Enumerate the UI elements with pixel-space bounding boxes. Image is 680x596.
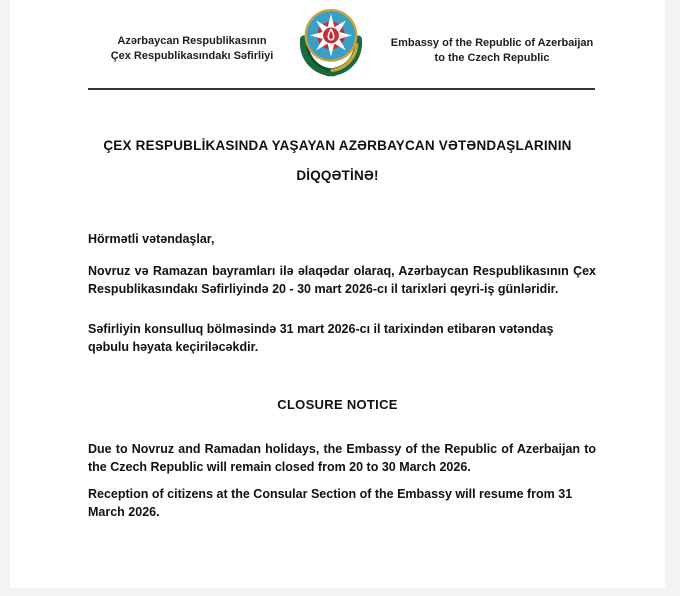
closure-notice-heading: CLOSURE NOTICE xyxy=(277,397,398,412)
embassy-name-az-line2: Çex Respublikasındakı Səfirliyi xyxy=(110,50,274,62)
en-paragraph-resume: Reception of citizens at the Consular Section of the Embassy will resume from 31 March 2026. xyxy=(88,487,573,519)
embassy-name-en-line2: to the Czech Republic xyxy=(434,52,550,64)
en-paragraph-closure: Due to Novruz and Ramadan holidays, the Embassy of the Republic of Azerbaijan to the Czech Republic will remain closed from 20 to 30 March 2026. xyxy=(88,442,596,474)
embassy-name-azerbaijani xyxy=(102,34,282,64)
az-paragraph-holidays: Novruz və Ramazan bayramları ilə əlaqədar olaraq, Azərbaycan Respublikasının Çex Respublikasındakı Səfirliyində 20 - 30 mart 2026-cı il tarixləri qeyri-iş günləridir. xyxy=(88,264,596,296)
document-page xyxy=(10,0,665,588)
embassy-name-az-line1: Azərbaycan Respublikasının xyxy=(117,35,267,47)
notice-title-line1: ÇEX RESPUBLİKASINDA YAŞAYAN AZƏRBAYCAN VƏTƏNDAŞLARININ xyxy=(103,138,572,153)
salutation: Hörmətli vətəndaşlar, xyxy=(88,232,215,246)
notice-title-line2: DİQQƏTİNƏ! xyxy=(296,168,379,183)
embassy-name-en-line1: Embassy of the Republic of Azerbaijan xyxy=(390,37,594,49)
header-divider xyxy=(88,88,595,90)
az-paragraph-resume: Səfirliyin konsulluq bölməsində 31 mart 2026-cı il tarixindən etibarən vətəndaş qəbulu həyata keçiriləcəkdir. xyxy=(88,322,554,354)
notice-title xyxy=(10,131,665,191)
embassy-name-english xyxy=(376,36,608,66)
azerbaijan-state-emblem-icon xyxy=(298,7,364,77)
